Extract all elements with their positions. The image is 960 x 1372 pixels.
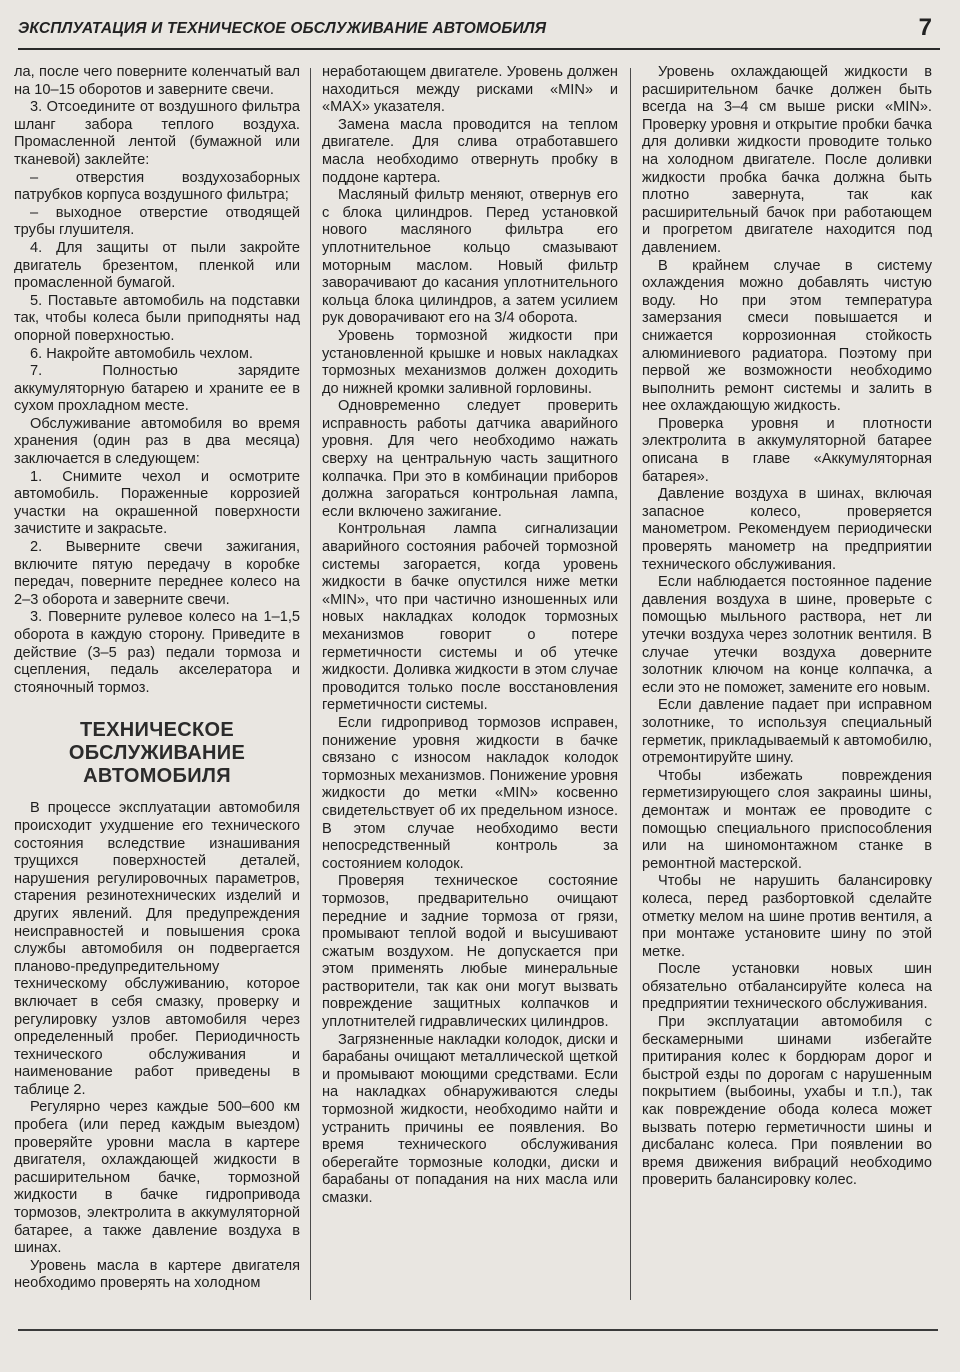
paragraph: В процессе эксплуатации автомобиля происходит ухудшение его технического состояния вследствие изнашивания трущихся поверхностей деталей, нарушения регулировочных параметров, старения резинотехнических изделий и других явлений. Для предупреждения неисправностей и повышения срока службы автомобиля он подвергается планово-предупредительному техническому обслуживанию, которое включает в себя смазку, проверку и регулировку узлов автомобиля через определенный пробег. Периодичность технического обслуживания и наименование работ приведены в таблице 2. [14, 800, 300, 1098]
paragraph: 7. Полностью зарядите аккумуляторную батарею и храните ее в сухом прохладном месте. [14, 363, 300, 415]
heading-line: ОБСЛУЖИВАНИЕ [68, 742, 246, 765]
page-number: 7 [918, 14, 932, 41]
paragraph: При эксплуатации автомобиля с бескамерными шинами избегайте притирания колес к бордюрам дорог и быстрой езды по дорогам с нарушенным покрытием (выбоины, ухабы и т.п.), так как повреждение обода колеса может вызвать потерю герметичности шины и дисбаланс колеса. При появлении во время движения вибраций необходимо проверить балансировку колес. [642, 1014, 932, 1189]
paragraph: Одновременно следует проверить исправность работы датчика аварийного уровня. Для чего необходимо нажать сверху на центральную часть защитного колпачка. При это в комбинации приборов должна загораться контрольная лампа, если включено зажигание. [322, 398, 618, 520]
paragraph: Если давление падает при исправном золотнике, то используя специальный герметик, прикладываемый к автомобилю, отремонтируйте шину. [642, 697, 932, 767]
paragraph: Если наблюдается постоянное падение давления воздуха в шине, проверьте с помощью мыльного раствора, нет ли утечки воздуха через золотник вентиля. В случае утечки воздуха доверните золотник ключом на конце колпачка, а если это не поможет, замените его новым. [642, 574, 932, 696]
paragraph: 2. Выверните свечи зажигания, включите пятую передачу в коробке передач, поверните переднее колесо на 2–3 оборота и заверните свечи. [14, 539, 300, 608]
paragraph: После установки новых шин обязательно отбалансируйте колеса на предприятии технического обслуживания. [642, 961, 932, 1013]
text-column-3 [642, 64, 932, 1190]
paragraph: Чтобы избежать повреждения герметизирующего слоя закраины шины, демонтаж и монтаж ее проводите с помощью специального приспособления или на шиномонтажном станке в ремонтной мастерской. [642, 767, 932, 872]
paragraph: Уровень тормозной жидкости при установленной крышке и новых накладках тормозных механизмов должен доходить до нижней кромки заливной горловины. [322, 327, 618, 397]
paragraph: Масляный фильтр меняют, отвернув его с блока цилиндров. Перед установкой нового масляного фильтра его уплотнительное кольцо смазывают моторным маслом. Новый фильтр заворачивают до касания уплотнительного кольца блока цилиндров, а затем усилием рук доворачивают его на 3/4 оборота. [322, 187, 618, 327]
paragraph: – выходное отверстие отводящей трубы глушителя. [14, 204, 300, 239]
paragraph: Проверка уровня и плотности электролита в аккумуляторной батарее описана в главе «Аккумуляторная батарея». [642, 415, 932, 485]
paragraph: – отверстия воздухозаборных патрубков корпуса воздушного фильтра; [14, 169, 300, 204]
section-heading [14, 719, 300, 788]
paragraph: 1. Снимите чехол и осмотрите автомобиль. Пораженные коррозией участки на окрашенной поверхности зачистите и закрасьте. [14, 468, 300, 538]
paragraph: 3. Отсоедините от воздушного фильтра шланг забора теплого воздуха. Промасленной лентой (бумажной или тканевой) заклейте: [14, 99, 300, 168]
paragraph: 3. Поверните рулевое колесо на 1–1,5 оборота в каждую сторону. Приведите в действие (3–5 раз) педали тормоза и сцепления, педаль акселератора и стояночный тормоз. [14, 609, 300, 696]
paragraph: Давление воздуха в шинах, включая запасное колесо, проверяется манометром. Рекомендуем периодически проверять манометр на предприятии технического обслуживания. [642, 486, 932, 573]
text-column-1 [14, 64, 300, 1293]
paragraph: 6. Накройте автомобиль чехлом. [30, 345, 253, 362]
paragraph: ла, после чего поверните коленчатый вал на 10–15 оборотов и заверните свечи. [14, 64, 300, 98]
heading-line: АВТОМОБИЛЯ [83, 765, 231, 788]
paragraph: В крайнем случае в систему охлаждения можно добавлять чистую воду. Но при этом температура замерзания смеси повышается и снижается коррозионная стойкость алюминиевого радиатора. Поэтому при первой же возможности необходимо выполнить ремонт системы и залить в нее охлаждающую жидкость. [642, 257, 932, 415]
paragraph: Регулярно через каждые 500–600 км пробега (или перед каждым выездом) проверяйте уровни масла в картере двигателя, охлаждающей жидкости в расширительном бачке, тормозной жидкости в бачке гидропривода тормозов, электролита в аккумуляторной батарее, а также давление воздуха в шинах. [14, 1099, 300, 1257]
paragraph: Замена масла проводится на теплом двигателе. Для слива отработавшего масла необходимо отвернуть пробку в поддоне картера. [322, 116, 618, 186]
column-divider-1 [310, 68, 311, 1300]
heading-line: ТЕХНИЧЕСКОЕ [80, 719, 234, 742]
paragraph: 4. Для защиты от пыли закройте двигатель брезентом, пленкой или промасленной бумагой. [14, 239, 300, 292]
column-divider-2 [630, 68, 631, 1300]
paragraph: 5. Поставьте автомобиль на подставки так, чтобы колеса были приподняты над опорной поверхностью. [14, 292, 300, 344]
paragraph: неработающем двигателе. Уровень должен находиться между рисками «MIN» и «MAX» указателя. [322, 64, 618, 116]
paragraph: Если гидропривод тормозов исправен, понижение уровня жидкости в бачке связано с износом накладок колодок тормозных механизмов. Понижение уровня жидкости до метки «MIN» косвенно свидетельствует об их предельном износе. В этом случае необходимо вести непосредственный контроль за состоянием колодок. [322, 714, 618, 872]
page-header [18, 14, 940, 50]
paragraph: Чтобы не нарушить балансировку колеса, перед разбортовкой сделайте отметку мелом на шине против вентиля, а при монтаже установите шину по этой метке. [642, 873, 932, 960]
paragraph: Контрольная лампа сигнализации аварийного состояния рабочей тормозной системы загорается, когда уровень жидкости в бачке опустился ниже метки «MIN», что при частично изношенных или новых накладках колодок тормозных механизмов говорит о потере герметичности системы и об утечке жидкости. Доливка жидкости в этом случае проводится только после восстановления герметичности системы. [322, 521, 618, 714]
footer-rule [18, 1329, 938, 1331]
running-header-title: ЭКСПЛУАТАЦИЯ И ТЕХНИЧЕСКОЕ ОБСЛУЖИВАНИЕ АВТОМОБИЛЯ [18, 20, 547, 37]
paragraph: Проверяя техническое состояние тормозов, предварительно очищают передние и задние тормоза от грязи, промывают теплой водой и высушивают сжатым воздухом. Не допускается при этом применять любые минеральные растворители, так как они могут вызвать повреждение защитных колпачков и уплотнителей гидравлических цилиндров. [322, 873, 618, 1031]
text-column-2 [322, 64, 618, 1208]
paragraph: Уровень охлаждающей жидкости в расширительном бачке должен быть всегда на 3–4 см выше риски «MIN». Проверку уровня и открытие пробки бачка для доливки жидкости проводите только на холодном двигателе. После доливки жидкости пробка бачка должна быть плотно завернута, так как расширительный бачок при работающем и прогретом двигателе находится под давлением. [642, 64, 932, 256]
paragraph: Загрязненные накладки колодок, диски и барабаны очищают металлической щеткой и промывают моющими средствами. Если на накладках обнаруживаются следы тормозной жидкости, необходимо найти и устранить причины ее появления. Во время технического обслуживания оберегайте тормозные колодки, диски и барабаны от попадания на них масла или смазки. [322, 1031, 618, 1206]
paragraph: Обслуживание автомобиля во время хранения (один раз в два месяца) заключается в следующем: [14, 415, 300, 468]
paragraph: Уровень масла в картере двигателя необходимо проверять на холодном [14, 1257, 300, 1292]
